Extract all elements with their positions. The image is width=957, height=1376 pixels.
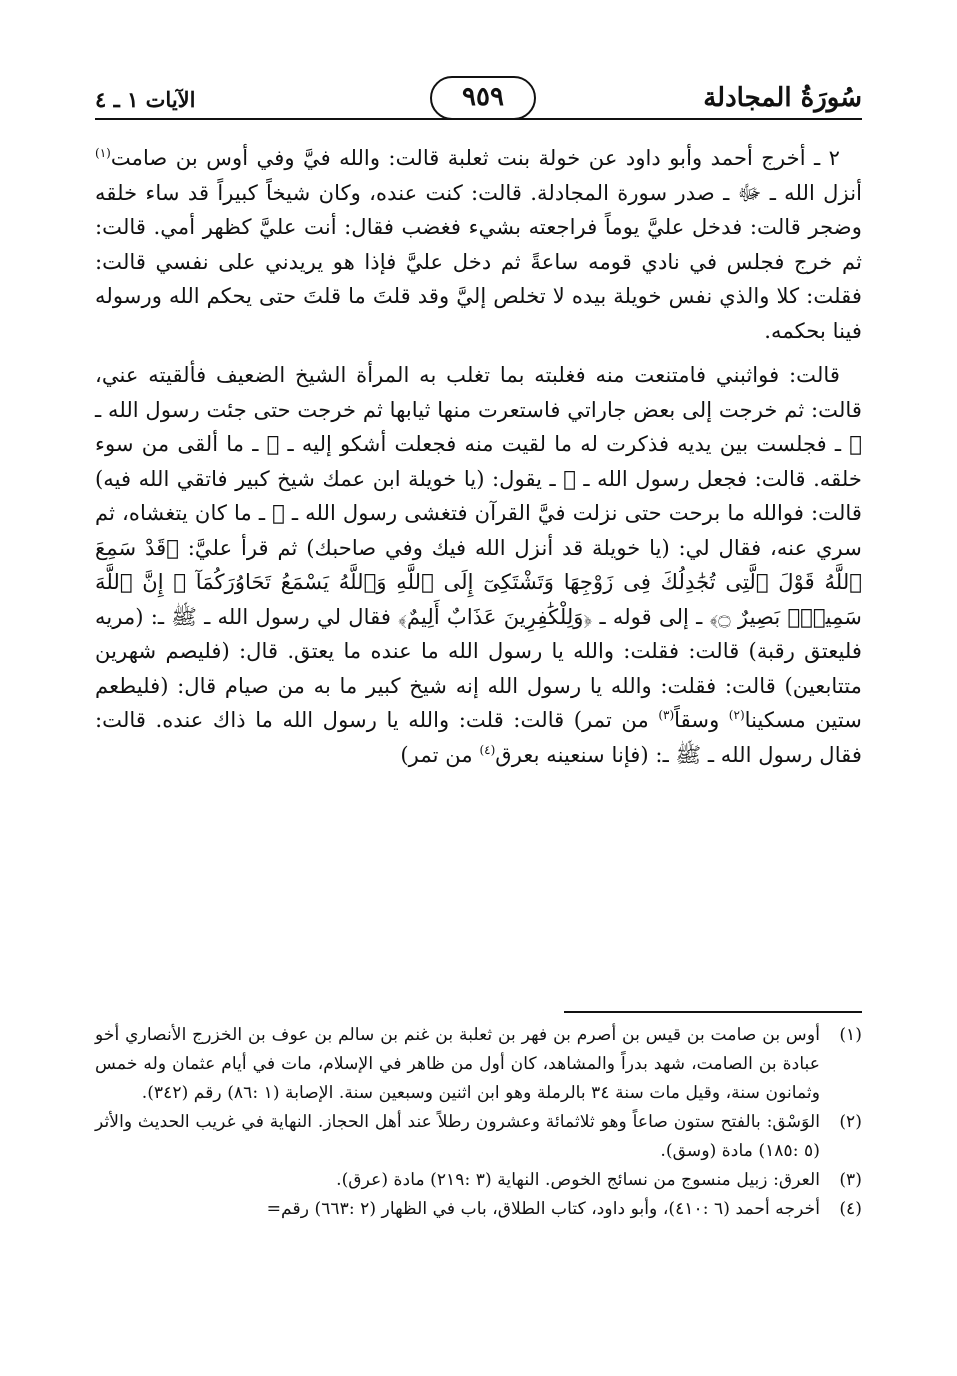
page-number: ٩٥٩ — [430, 76, 536, 120]
paragraph-text: ٢ ـ أخرج أحمد وأبو داود عن خولة بنت ثعلبة قالت: والله فيَّ وفي أوس بن صامت — [110, 145, 840, 170]
footnote — [95, 1021, 862, 1108]
footnote-text: الوَسْق: بالفتح ستون صاعاً وهو ثلاثمائة وعشرون رطلاً عند أهل الحجاز. النهاية في غريب الحديث والأثر (٥ :١٨٥) مادة (وسق). — [95, 1112, 820, 1161]
footnote-separator — [564, 1011, 862, 1013]
verses-range: الآيات ١ ـ ٤ — [95, 87, 196, 112]
footnote-text: العرق: زبيل منسوج من نسائج الخوص. النهاية (٣ :٢١٩) مادة (عرق). — [336, 1170, 820, 1190]
footnote-ref: (١) — [95, 146, 111, 160]
footnote-number: (٢) — [839, 1112, 862, 1132]
footnote-ref: (٣) — [658, 708, 675, 722]
page-header — [95, 82, 862, 122]
footnote-number: (٤) — [839, 1199, 862, 1219]
paragraph-text: أنزل الله ـ ﷻ ـ صدر سورة المجادلة. قالت: كنت عنده، وكان شيخاً كبيراً قد ساء خلقه وضجر قالت: فدخل عليَّ يوماً فراجعته بشيء فغضب فقال: أنت عليَّ كظهر أمي. قالت: ثم خرج فجلس في نادي قومه ساعةً ثم دخل عليَّ فإذا هو يريدني على نفسي قالت: فقلت: كلا والذي نفس خويلة بيده لا تخلص إليَّ وقد قلتَ ما قلتَ حتى يحكم الله ورسوله فينا بحكمه. — [95, 179, 862, 343]
paragraph — [95, 141, 862, 348]
footnote-text: أوس بن صامت بن قيس بن أصرم بن فهر بن ثعلبة بن غنم بن سالم بن عوف بن الخزرج الأنصاري أخو عبادة بن الصامت، شهد بدراً والمشاهد، كان أول من ظاهر في الإسلام، مات في أيام عثمان وله خمس وثمانون سنة، وقيل مات سنة ٣٤ بالرملة وهو ابن اثنين وسبعين سنة. الإصابة (١ :٨٦) رقم (٣٤٢). — [95, 1025, 820, 1103]
paragraph-text: من تمر) — [400, 741, 473, 767]
paragraph-text: قالت: فواثبني فامتنعت منه فغلبته بما تغلب به المرأة الشيخ الضعيف فألقيته عني، قالت: ثم خرجت إلى بعض جاراتي فاستعرت منها ثيابها ثم خرجت حتى جئت رسول الله ـ ﷺ ـ فجلست بين يديه فذكرت له ما لقيت منه فجعلت أشكو إليه ـ ﷺ ـ ما ألقى من سوء خلقه. قالت: فجعل رسول الله ـ ﷺ ـ يقول: (يا خويلة ابن عمك شيخ كبير فاتقي الله فيه) قالت: فوالله ما برحت حتى نزلت فيَّ القرآن فتغشى رسول الله ـ ﷺ ـ ما كان يتغشاه، ثم سري عنه، فقال لي: (يا خويلة قد أنزل الله فيك وفي صاحبك) ثم قرأ عليَّ: ﴿قَدْ سَمِعَ ٱللَّهُ قَوْلَ ٱلَّتِى تُجَٰدِلُكَ فِى زَوْجِهَا وَتَشْتَكِىٓ إِلَى ٱللَّهِ وَٱللَّهُ يَسْمَعُ تَحَاوُرَكُمَآ ۚ إِنَّ ٱللَّهَ سَمِيعٌۢ بَصِيرٌ ۝﴾ ـ إلى قوله ـ ﴿وَلِلْكَٰفِرِينَ عَذَابٌ أَلِيمٌ﴾ فقال لي رسول الله ـ ﷺ ـ: (مريه فليعتق رقبة) قالت: فقلت: والله يا رسول الله ما عنده ما يعتق. قال: (فليصم شهرين متتابعين) قالت: فقلت: والله يا رسول الله إنه شيخ كبير ما به من صيام قال: (فليطعم ستين مسكينا — [95, 362, 862, 732]
footnotes — [95, 1021, 862, 1224]
footnote — [95, 1195, 862, 1224]
footnote-number: (١) — [839, 1025, 862, 1045]
footnote-ref: (٢) — [728, 708, 745, 722]
footnote-ref: (٤) — [479, 742, 496, 757]
footnote-number: (٣) — [839, 1170, 862, 1190]
footnote-text: أخرجه أحمد (٦ :٤١٠)، وأبو داود، كتاب الطلاق، باب في الظهار (٢ :٦٦٣) رقم= — [266, 1199, 820, 1219]
footnote — [95, 1166, 862, 1195]
paragraph — [95, 358, 862, 772]
surah-title: سُورَةُ المجادلة — [703, 83, 862, 113]
footnote — [95, 1108, 862, 1166]
paragraph-text: وسقاً — [674, 707, 720, 732]
main-text — [95, 141, 862, 772]
paragraph-text: من تمر) قالت: قلت: والله يا رسول الله ما ذاك عنده. قالت: فقال رسول الله ـ ﷺ ـ: (فإنا سنعينه بعرق — [95, 707, 862, 767]
